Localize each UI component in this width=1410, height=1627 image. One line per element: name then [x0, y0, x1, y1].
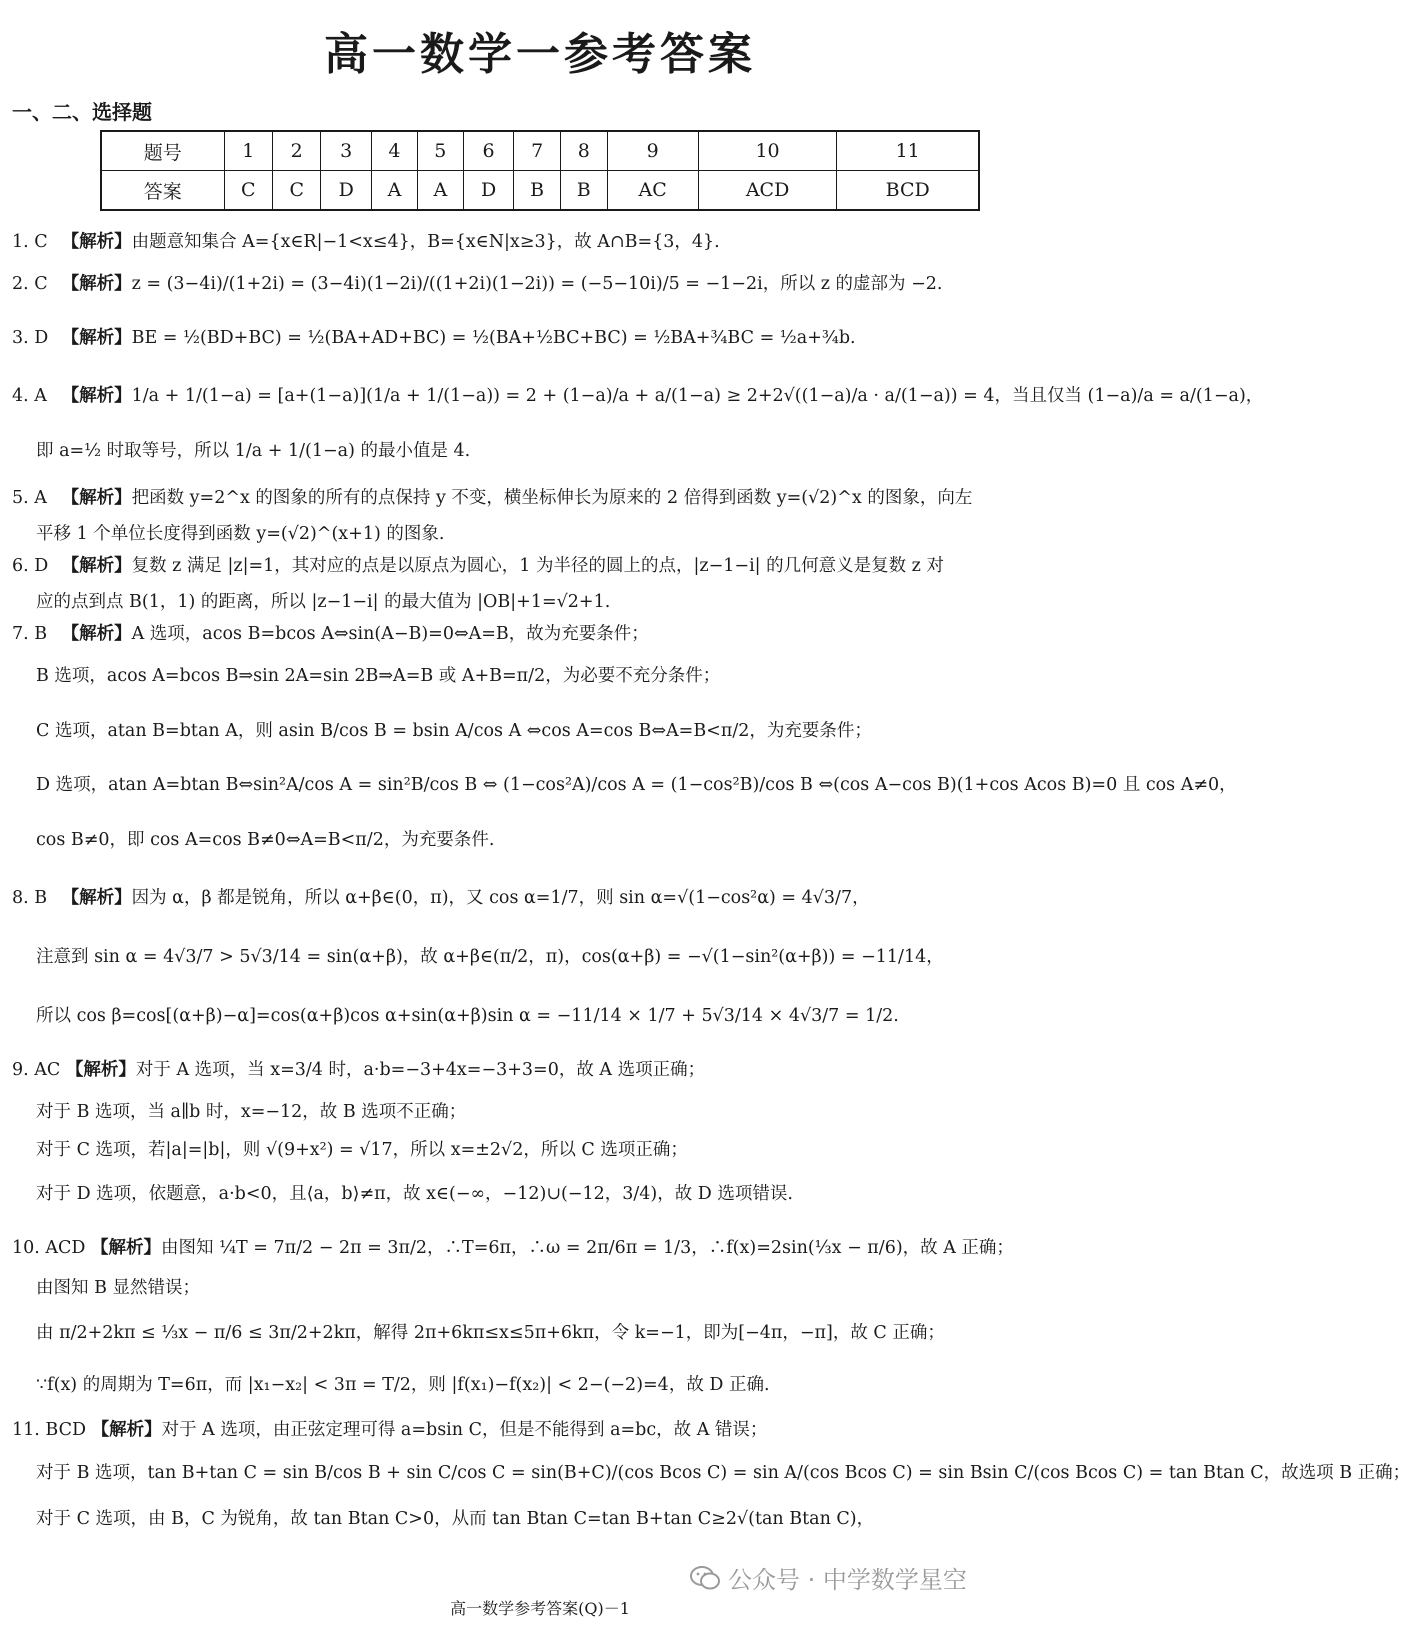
solution-number: 7. B [12, 624, 48, 644]
analysis-tag: 【解析】 [91, 1420, 162, 1440]
answer-cell: BCD [837, 171, 979, 211]
solution-text: cos B≠0，即 cos A=cos B≠0⇔A=B<π/2，为充要条件. [36, 830, 495, 850]
solution-text: 注意到 sin α = 4√3/7 > 5√3/14 = sin(α+β)，故 α+β∈(π/2，π)，cos(α+β) = −√(1−sin²(α+β)) = −11/14， [36, 947, 944, 967]
solution-line [12, 228, 1068, 253]
solution-line [12, 324, 1068, 349]
solution-line [12, 1505, 1092, 1530]
solution-text: ∵f(x) 的周期为 T=6π，而 |x₁−x₂| < 3π = T/2，则 |f(x₁)−f(x₂)| < 2−(−2)=4，故 D 正确. [36, 1375, 770, 1395]
solution-number: 11. BCD [12, 1420, 86, 1440]
solution-text: 复数 z 满足 |z|=1，其对应的点是以原点为圆心，1 为半径的圆上的点，|z−1−i| 的几何意义是复数 z 对 [131, 556, 944, 576]
solution-text: 对于 C 选项，由 B，C 为锐角，故 tan Btan C>0，从而 tan Btan C=tan B+tan C≥2√(tan Btan C)， [36, 1509, 875, 1529]
solution-line [12, 552, 1068, 577]
solution-line [12, 1371, 1092, 1396]
answer-cell: B [514, 171, 561, 211]
question-number: 5 [417, 131, 463, 171]
solution-line [12, 1274, 1092, 1299]
solution-line [12, 1180, 1092, 1205]
solution-number: 10. ACD [12, 1238, 86, 1258]
solution-number: 8. B [12, 888, 48, 908]
solution-line [12, 717, 1092, 742]
solution-text: 平移 1 个单位长度得到函数 y=(√2)^(x+1) 的图象. [36, 524, 445, 544]
solution-line [12, 1002, 1092, 1027]
solution-line [12, 943, 1092, 968]
solution-text: 因为 α，β 都是锐角，所以 α+β∈(0，π)，又 cos α=1/7，则 sin α=√(1−cos²α) = 4√3/7， [131, 888, 870, 908]
analysis-tag: 【解析】 [61, 556, 132, 576]
solution-text: 由图知 B 显然错误； [36, 1278, 200, 1298]
question-number: 1 [224, 131, 272, 171]
analysis-tag: 【解析】 [91, 1238, 162, 1258]
solution-line [12, 1416, 1068, 1441]
question-number: 3 [321, 131, 372, 171]
answer-cell: D [321, 171, 372, 211]
question-number: 2 [273, 131, 321, 171]
solution-text: 对于 A 选项，由正弦定理可得 a=bsin C，但是不能得到 a=bc，故 A 错误； [161, 1420, 768, 1440]
solution-text: 由题意知集合 A={x∈R|−1<x≤4}，B={x∈N|x≥3}，故 A∩B={3，4}. [131, 232, 720, 252]
watermark [690, 1560, 967, 1595]
section-heading: 一、二、选择题 [12, 100, 152, 124]
solution-line [12, 588, 1092, 613]
answer-cell: AC [607, 171, 698, 211]
solution-text: 对于 A 选项，当 x=3/4 时，a·b=−3+4x=−3+3=0，故 A 选项正确； [135, 1060, 706, 1080]
solution-number: 1. C [12, 232, 48, 252]
solution-text: C 选项，atan B=btan A，则 asin B/cos B = bsin A/cos A ⇔cos A=cos B⇔A=B<π/2，为充要条件； [36, 721, 872, 741]
solution-line [12, 884, 1068, 909]
solution-text: 把函数 y=2^x 的图象的所有的点保持 y 不变，横坐标伸长为原来的 2 倍得到函数 y=(√2)^x 的图象，向左 [131, 488, 973, 508]
question-number: 6 [463, 131, 514, 171]
solution-line [12, 437, 1092, 462]
analysis-tag: 【解析】 [61, 232, 132, 252]
solution-line [12, 1319, 1092, 1344]
solution-text: 由 π/2+2kπ ≤ ⅓x − π/6 ≤ 3π/2+2kπ，解得 2π+6kπ≤x≤5π+6kπ，令 k=−1，即为[−4π，−π]，故 C 正确； [36, 1323, 945, 1343]
wechat-icon [690, 1565, 720, 1591]
solution-text: BE = ½(BD+BC) = ½(BA+AD+BC) = ½(BA+½BC+BC) = ½BA+¾BC = ½a+¾b. [131, 328, 856, 348]
row-label: 题号 [101, 131, 224, 171]
solution-line [12, 270, 1068, 295]
analysis-tag: 【解析】 [61, 888, 132, 908]
answer-cell: A [372, 171, 418, 211]
solution-text: 应的点到点 B(1，1) 的距离，所以 |z−1−i| 的最大值为 |OB|+1=√2+1. [36, 592, 611, 612]
solution-text: A 选项，acos B=bcos A⇔sin(A−B)=0⇔A=B，故为充要条件； [131, 624, 649, 644]
question-number: 8 [560, 131, 607, 171]
solution-text: 由图知 ¼T = 7π/2 − 2π = 3π/2，∴T=6π，∴ω = 2π/6π = 1/3，∴f(x)=2sin(⅓x − π/6)，故 A 正确； [161, 1238, 1014, 1258]
answer-cell: C [224, 171, 272, 211]
solution-line [12, 1234, 1068, 1259]
solution-number: 2. C [12, 274, 48, 294]
solution-number: 9. AC [12, 1060, 61, 1080]
solution-text: 对于 B 选项，当 a∥b 时，x=−12，故 B 选项不正确； [36, 1102, 467, 1122]
answer-row [101, 171, 979, 211]
answer-cell: B [560, 171, 607, 211]
answer-cell: D [463, 171, 514, 211]
solution-line [12, 1056, 1068, 1081]
analysis-tag: 【解析】 [61, 328, 132, 348]
solution-line [12, 484, 1068, 509]
solution-line [12, 620, 1068, 645]
question-number: 7 [514, 131, 561, 171]
solution-line [12, 520, 1092, 545]
question-number: 11 [837, 131, 979, 171]
solution-text: 对于 B 选项，tan B+tan C = sin B/cos B + sin C/cos C = sin(B+C)/(cos Bcos C) = sin A/(cos Bcos C) = sin Bsin C/(cos Bcos C) = tan Btan C，故选项 B 正确； [36, 1463, 1410, 1483]
solution-text: 对于 D 选项，依题意，a·b<0，且⟨a，b⟩≠π，故 x∈(−∞，−12)∪(−12，3/4)，故 D 选项错误. [36, 1184, 793, 1204]
solution-text: 即 a=½ 时取等号，所以 1/a + 1/(1−a) 的最小值是 4. [36, 441, 471, 461]
row-label: 答案 [101, 171, 224, 211]
analysis-tag: 【解析】 [65, 1060, 136, 1080]
solution-text: B 选项，acos A=bcos B⇒sin 2A=sin 2B⇒A=B 或 A+B=π/2，为必要不充分条件； [36, 666, 721, 686]
solution-text: 对于 C 选项，若|a|=|b|，则 √(9+x²) = √17，所以 x=±2√2，所以 C 选项正确； [36, 1140, 688, 1160]
analysis-tag: 【解析】 [61, 488, 132, 508]
solution-line [12, 1136, 1092, 1161]
solution-number: 5. A [12, 488, 47, 508]
solution-number: 6. D [12, 556, 49, 576]
solution-text: 1/a + 1/(1−a) = [a+(1−a)](1/a + 1/(1−a)) = 2 + (1−a)/a + a/(1−a) ≥ 2+2√((1−a)/a · a/(1−a)) = 4，当且仅当 (1−a)/a = a/(1−a)， [131, 386, 1264, 406]
question-number: 9 [607, 131, 698, 171]
answer-cell: A [417, 171, 463, 211]
page-footer: 高一数学参考答案(Q)－1 [450, 1599, 630, 1618]
solution-line [12, 826, 1092, 851]
solution-text: 所以 cos β=cos[(α+β)−α]=cos(α+β)cos α+sin(α+β)sin α = −11/14 × 1/7 + 5√3/14 × 4√3/7 = 1/2. [36, 1006, 899, 1026]
answer-cell: C [273, 171, 321, 211]
question-number-row [101, 131, 979, 171]
solution-number: 4. A [12, 386, 47, 406]
answer-table [100, 130, 980, 211]
question-number: 4 [372, 131, 418, 171]
analysis-tag: 【解析】 [61, 274, 132, 294]
solution-text: D 选项，atan A=btan B⇔sin²A/cos A = sin²B/cos B ⇔ (1−cos²A)/cos A = (1−cos²B)/cos B ⇔(cos A−cos B)(1+cos Acos B)=0 且 cos A≠0， [36, 775, 1237, 795]
solution-line [12, 382, 1264, 407]
watermark-text: 公众号 · 中学数学星空 [728, 1566, 967, 1594]
solution-number: 3. D [12, 328, 49, 348]
answer-cell: ACD [698, 171, 837, 211]
page-title: 高一数学一参考答案 [324, 29, 756, 80]
solution-line [12, 1459, 1410, 1484]
solution-line [12, 1098, 1092, 1123]
analysis-tag: 【解析】 [61, 386, 132, 406]
question-number: 10 [698, 131, 837, 171]
solution-line [12, 662, 1092, 687]
solution-text: z = (3−4i)/(1+2i) = (3−4i)(1−2i)/((1+2i)(1−2i)) = (−5−10i)/5 = −1−2i，所以 z 的虚部为 −2. [131, 274, 943, 294]
solution-line [12, 771, 1237, 796]
analysis-tag: 【解析】 [61, 624, 132, 644]
